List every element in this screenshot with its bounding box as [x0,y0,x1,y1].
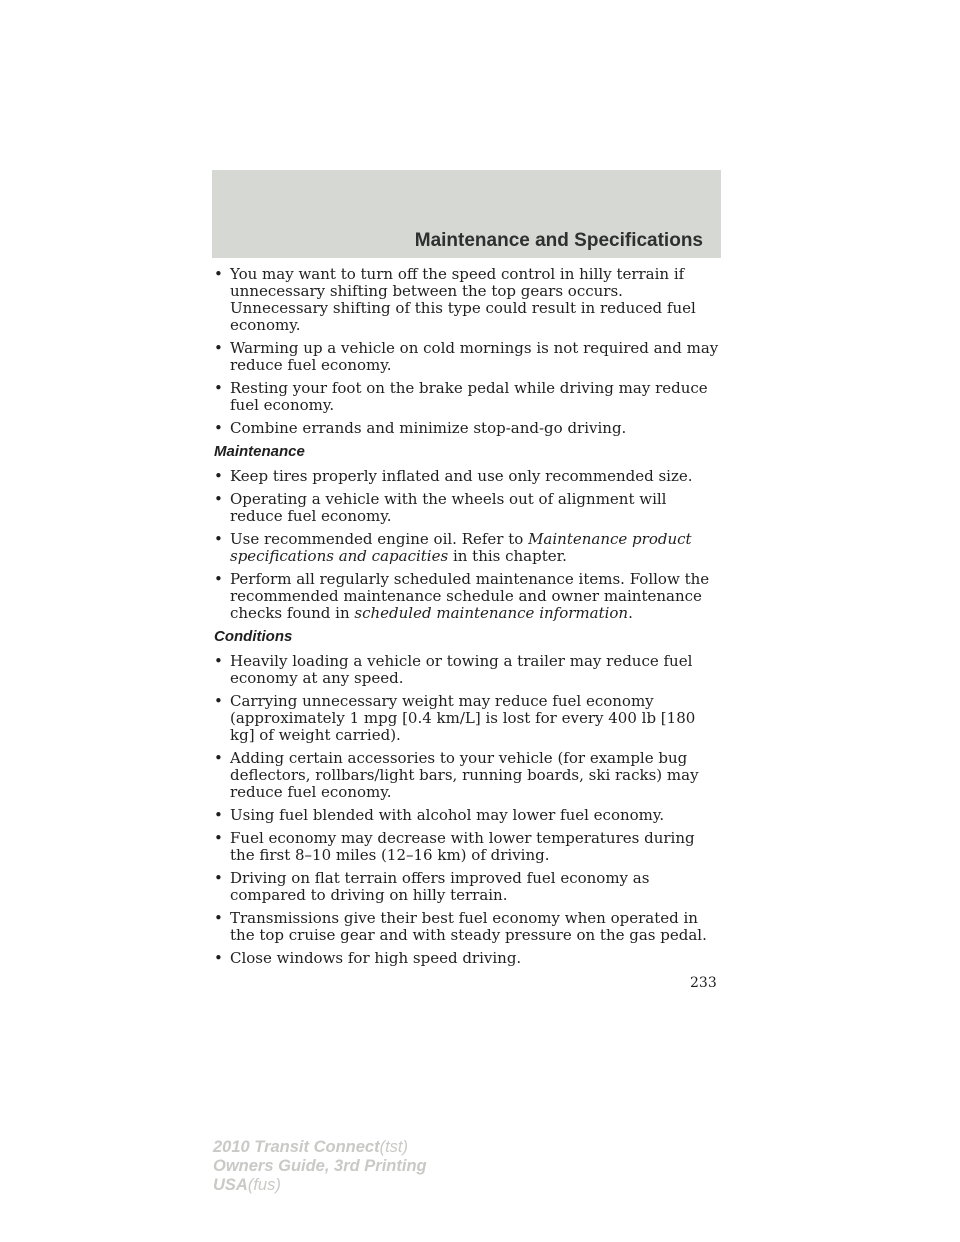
bullet-icon: • [214,379,223,397]
item-text: Use recommended engine oil. Refer to [230,530,529,548]
list-item [214,653,722,687]
footer-watermark [213,1138,427,1195]
item-text: Operating a vehicle with the wheels out of alignment will reduce fuel economy. [230,490,667,525]
list-item [214,870,722,904]
item-text: Using fuel blended with alcohol may lower fuel economy. [230,806,665,824]
item-text: . [628,604,633,622]
bullet-icon: • [214,530,223,548]
list-item [214,380,722,414]
bullet-icon: • [214,419,223,437]
item-text: Fuel economy may decrease with lower temperatures during the first 8–10 miles (12–16 km) of driving. [230,829,695,864]
cross-reference: scheduled maintenance information [354,604,629,622]
item-text: Transmissions give their best fuel economy when operated in the top cruise gear and with steady pressure on the gas pedal. [230,909,707,944]
item-text: Driving on flat terrain offers improved fuel economy as compared to driving on hilly terrain. [230,869,650,904]
bullet-icon: • [214,909,223,927]
page-content [214,266,722,973]
list-item [214,830,722,864]
item-text: Adding certain accessories to your vehicle (for example bug deflectors, rollbars/light bars, running boards, ski racks) may reduce fuel economy. [230,749,699,801]
footer-model: 2010 Transit Connect [213,1138,380,1156]
item-text: Warming up a vehicle on cold mornings is not required and may reduce fuel economy. [230,339,719,374]
footer-market: USA [213,1176,248,1194]
list-item [214,571,722,622]
footer-line [213,1138,427,1157]
bullet-icon: • [214,652,223,670]
list-item [214,266,722,334]
list-item [214,910,722,944]
bullet-icon: • [214,869,223,887]
section-title: Maintenance and Specifications [414,230,703,251]
bullet-icon: • [214,467,223,485]
cross-reference: Maintenance product specifications and capacities [230,530,692,565]
list-item [214,420,722,437]
bullet-icon: • [214,570,223,588]
bullet-icon: • [214,692,223,710]
list-item [214,750,722,801]
bullet-icon: • [214,949,223,967]
item-text: in this chapter. [448,547,567,565]
footer-line: Owners Guide, 3rd Printing [213,1157,427,1175]
bullet-icon: • [214,339,223,357]
bullet-icon: • [214,490,223,508]
conditions-heading: Conditions [214,628,293,645]
item-text: Keep tires properly inflated and use only recommended size. [230,467,693,485]
maintenance-heading: Maintenance [214,443,305,460]
section-header-band [212,170,721,258]
item-text: Heavily loading a vehicle or towing a trailer may reduce fuel economy at any speed. [230,652,693,687]
item-text: Perform all regularly scheduled maintenance items. Follow the recommended maintenance schedule and owner maintenance checks found in [230,570,710,622]
item-text: Close windows for high speed driving. [230,949,522,967]
item-text: Carrying unnecessary weight may reduce fuel economy (approximately 1 mpg [0.4 km/L] is lost for every 400 lb [180 kg] of weight carried). [230,692,696,744]
page-number: 233 [690,975,717,991]
bullet-icon: • [214,749,223,767]
item-text: Resting your foot on the brake pedal while driving may reduce fuel economy. [230,379,708,414]
footer-model-code: (tst) [379,1138,409,1156]
list-item [214,807,722,824]
list-item [214,468,722,485]
list-item [214,950,722,967]
bullet-icon: • [214,806,223,824]
bullet-icon: • [214,265,223,283]
footer-market-code: (fus) [247,1176,281,1194]
item-text: Combine errands and minimize stop-and-go driving. [230,419,627,437]
list-item [214,531,722,565]
list-item [214,340,722,374]
item-text: You may want to turn off the speed control in hilly terrain if unnecessary shifting between the top gears occurs. Unnecessary shifting of this type could result in reduced fuel economy. [230,265,696,334]
footer-line [213,1176,427,1195]
bullet-icon: • [214,829,223,847]
list-item [214,491,722,525]
list-item [214,693,722,744]
